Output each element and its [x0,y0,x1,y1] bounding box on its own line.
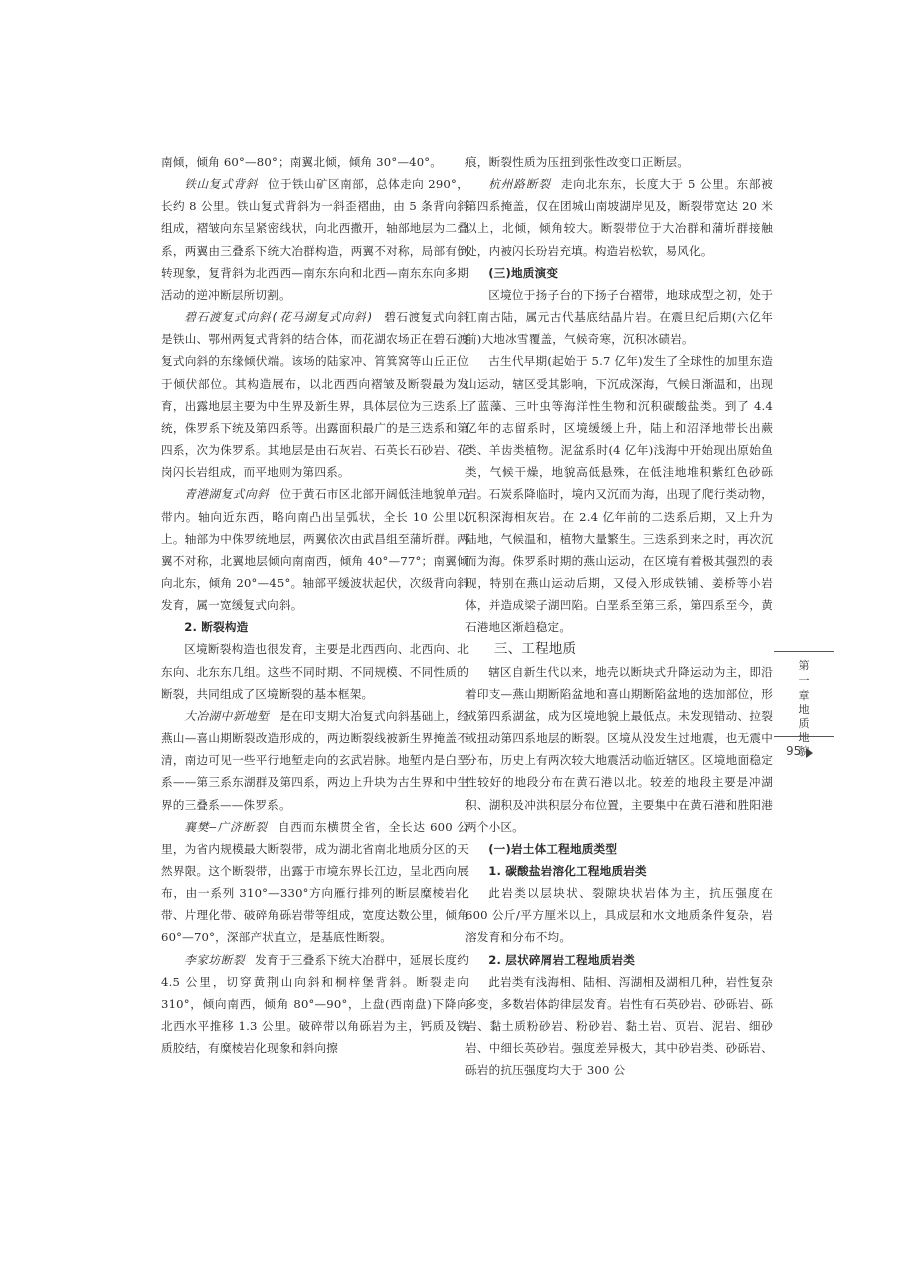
paragraph [161,949,469,1060]
right-column [465,151,773,1082]
paragraph: 区境位于扬子台的下扬子台褶带，地球成型之初，处于江南古陆，属元古代基底结晶片岩。在震旦纪后期(六亿年前)大地冰雪覆盖，气候奇寒，沉积冰碛岩。 [465,287,773,347]
chapter-label: 第 一 章 [798,659,810,702]
paragraph-lead: 大冶湖中新地堑 [184,708,270,723]
paragraph [161,816,469,949]
paragraph-lead: 铁山复式背斜 [184,177,259,192]
left-column [161,151,469,1059]
paragraph-lead: 碧石渡复式向斜(花马湖复式向斜) [184,310,374,325]
sidebar-rule-bottom [774,736,834,737]
page-number: 95 [786,744,802,758]
paragraph-body: 自西而东横贯全省，全长达 600 公里，为省内规模最大断裂带，成为湖北省南北地质分区的天然界限。这个断裂带，出露于市境东界长江边，呈北西向展布，由一系列 310°—330°方向雁行排列的断层糜棱岩化带、片理化带、破碎角砾岩带等组成，宽度达数公里，倾角 60°—70°，深部产状直立，是基底性断裂。 [161,819,470,945]
subsection-heading: 2. 层状碎屑岩工程地质岩类 [488,952,636,967]
paragraph: 此岩类以层块状、裂隙块状岩体为主，抗压强度在 600 公斤/平方厘米以上，具成层和水文地质条件复杂，岩溶发育和分布不均。 [465,886,773,945]
paragraph-body: 是在印支期大冶复式向斜基础上，经燕山—喜山期断裂改造形成的，两边断裂线被新生界掩盖不清，南边可见一些平行地堑走向的玄武岩脉。地堑内是白垩系——第三系东湖群及第四系，两边上升块为古生界和中生界的三叠系——侏罗系。 [161,708,469,812]
paragraph-body: 走向北东东，长度大于 5 公里。东部被第四系掩盖，仅在团城山南坡湖岸见及，断裂带宽达 20 米以上，北倾，倾角较大。断裂带位于大冶群和蒲圻群接触处，内被闪长玢岩充填。构造岩松软，易风化。 [465,177,773,258]
paragraph-lead: 襄樊—广济断裂 [184,819,268,834]
paragraph [161,483,469,616]
paragraph: 此岩类有浅海相、陆相、泻湖相及湖相几种，岩性复杂多变，多数岩体韵律层发育。岩性有石英砂岩、砂砾岩、砾岩、黏土质粉砂岩、粉砂岩、黏土岩、页岩、泥岩、细砂岩、中细长英砂岩。强度差异极大，其中砂岩类、砂砾岩、砾岩的抗压强度均大于 300 公 [465,974,773,1078]
paragraph: 区境断裂构造也很发育，主要是北西西向、北西向、北东向、北东东几组。这些不同时期、不同规模、不同性质的断裂，共同组成了区境断裂的基本框架。 [161,642,469,701]
paragraph-body: 碧石渡复式向斜是铁山、鄂州两复式背斜的结合体，而花湖农场正在碧石渡复式向斜的东缘倾伏端。该场的陆家冲、筲箕窝等山丘正位于倾伏部位。其构造展布，以北西西向褶皱及断裂最为发育，出露地层主要为中生界及新生界，具体层位为三迭系上统，侏罗系下统及第四系等。出露面积最广的是三迭系和第四系，次为侏罗系。其地层是由石灰岩、石英长石砂岩、花岗闪长岩组成，而平地则为第四系。 [161,310,469,480]
paragraph [465,173,773,262]
paragraph [161,306,469,483]
paragraph: 痕，断裂性质为压扭到张性改变口正断层。 [465,155,690,169]
section-heading: (一)岩土体工程地质类型 [488,841,618,856]
paragraph: 古生代早期(起始于 5.7 亿年)发生了全球性的加里东造山运动，辖区受其影响，下沉成深海，气候日渐温和，出现了蓝藻、三叶虫等海洋性生物和沉积碳酸盐类。到了 4.4 亿年的志留系时，区境缓缓上升，陆上和沼泽地带长出蕨类、羊齿类植物。泥盆系时(4 亿年)浅海中开始现出原始鱼类，气候干燥，地貌高低悬殊，在低洼地堆积紫红色砂砾岩。石炭系降临时，境内又沉而为海，出现了爬行类动物，沉积深海相灰岩。在 2.4 亿年前的二迭系后期，又上升为陆地，气候温和，植物大量繁生。三迭系到来之时，再次沉而为海。侏罗系时期的燕山运动，在区境有着极其强烈的表现，特别在燕山运动后期，又侵入形成铁铺、姜桥等小岩体，并造成梁子湖凹陷。白垩系至第三系，第四系至今，黄石港地区渐趋稳定。 [465,354,773,635]
paragraph-lead: 杭州路断裂 [488,177,551,192]
subsection-heading: 1. 碳酸盐岩溶化工程地质岩类 [488,864,647,878]
section-heading: (三)地质演变 [488,265,559,280]
paragraph-body: 位于铁山矿区南部，总体走向 290°，长约 8 公里。铁山复式背斜为一斜歪褶曲，由 5 条背向斜组成，褶皱向东呈紧密线状，向北西撒开，轴部地层为二叠系，两翼由三叠系下统大冶群构造，两翼不对称，局部有倒转现象，复背斜为北西西—南东东向和北西—南东东向多期活动的逆冲断层所切割。 [161,177,469,302]
sidebar-rule-top [774,651,834,652]
paragraph: 辖区自新生代以来，地壳以断块式升降运动为主，即沿着印支—燕山期断陷盆地和喜山期断陷盆地的迭加部位，形成第四系湖盆，成为区境地貌上最低点。未发现错动、拉裂或扭动第四系地层的断裂。区境从没发生过地震，也无震中分布，历史上有两次较大地震活动临近辖区。区境地面稳定性较好的地段分布在黄石港以北。较差的地段主要是冲湖积、湖积及冲洪积层分布位置，主要集中在黄石港和胜阳港两个小区。 [465,664,773,834]
section-heading: 2. 断裂构造 [184,620,249,635]
paragraph [161,173,469,306]
paragraph [161,705,469,816]
paragraph-body: 发育于三叠系下统大冶群中，延展长度约 4.5 公里，切穿黄荆山向斜和桐梓堡背斜。断裂走向 310°，倾向南西，倾角 80°—90°，上盘(西南盘)下降向北西水平推移 1.3 公里。破碎带以角砾岩为主，钙质及铁质胶结，有糜棱岩化现象和斜向擦 [161,952,469,1056]
paragraph-lead: 李家坊断裂 [184,952,246,967]
paragraph-lead: 青港湖复式向斜 [184,487,270,502]
paragraph-body: 位于黄石市区北部开阔低洼地貌单元带内。轴向近东西，略向南凸出呈弧状，全长 10 公里以上。轴部为中侏罗统地层，两翼依次由武昌组至蒲圻群。两翼不对称，北翼地层倾向南南西，倾角 40°—77°；南翼倾向北东，倾角 20°—45°。轴部平缓波状起伏，次级背向斜发育，属一宽缓复式向斜。 [161,487,469,613]
page-arrow-icon [806,748,813,758]
paragraph: 南倾，倾角 60°—80°；南翼北倾，倾角 30°—40°。 [161,155,443,169]
chapter-title: 地 质 地 貌 [798,703,810,758]
chapter-section-heading: 三、工程地质 [494,641,577,658]
